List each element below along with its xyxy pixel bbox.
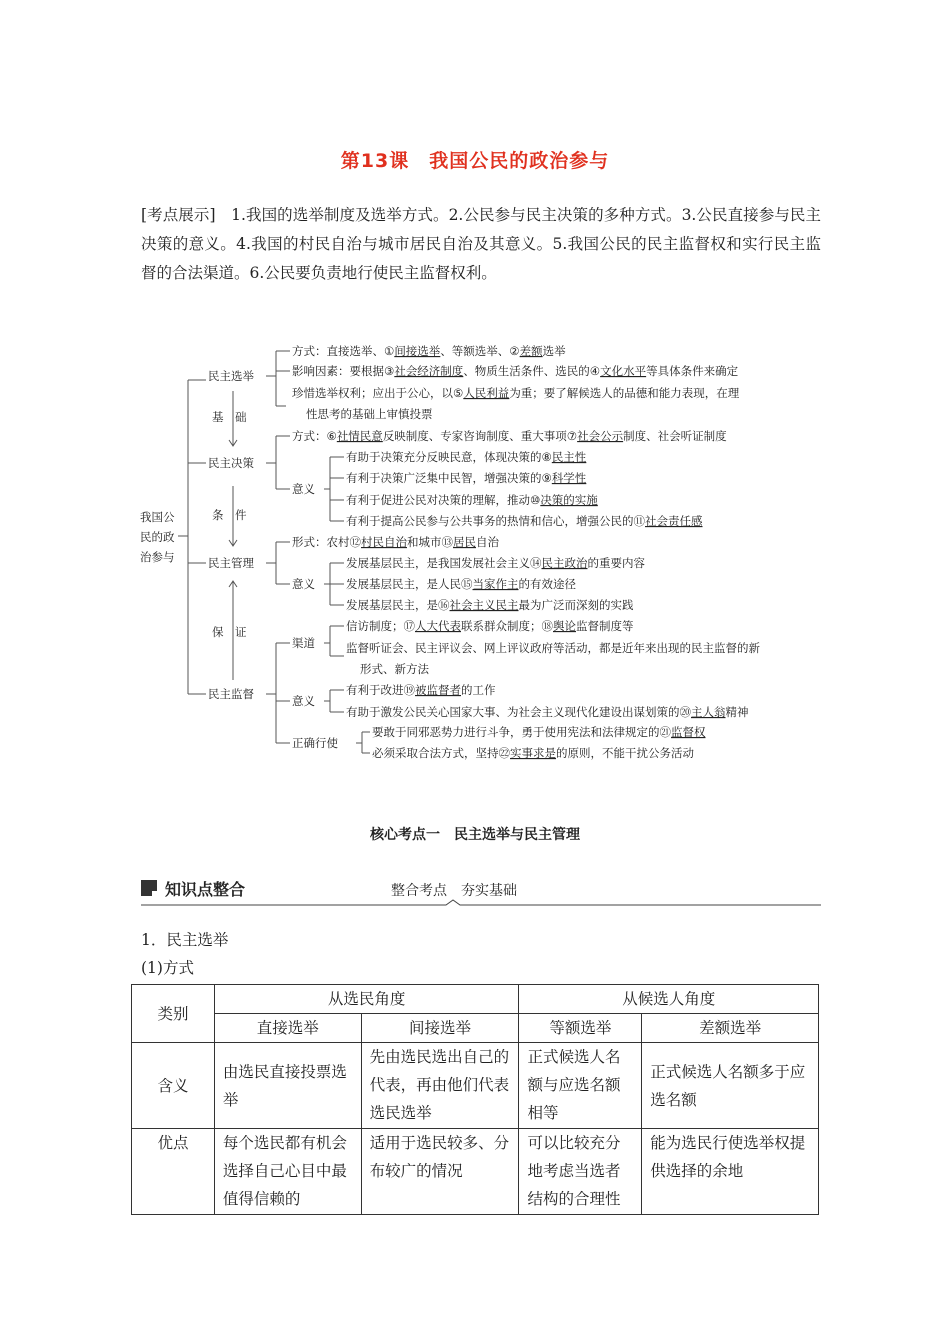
supervision-channel-3: 形式、新方法: [360, 662, 429, 676]
root-line-2: 民的政: [140, 530, 175, 544]
management-meaning-3: 发展基层民主，是⑯社会主义民主最为广泛而深刻的实践: [346, 598, 634, 612]
branch-decision: 民主决策: [208, 456, 254, 470]
cell-indirect-advantage: 适用于选民较多、分布较广的情况: [361, 1129, 519, 1215]
section-title: 核心考点一 民主选举与民主管理: [370, 827, 580, 843]
table-header-row: [132, 985, 819, 1014]
cell-indirect-meaning: 先由选民选出自己的代表，再由他们代表选民选举: [361, 1043, 519, 1129]
cell-direct-advantage: 每个选民都有机会选择自己心目中最值得信赖的: [214, 1129, 361, 1215]
supervision-correct-label: 正确行使: [292, 736, 338, 750]
cell-equal-meaning: 正式候选人名额与应选名额相等: [519, 1043, 642, 1129]
election-table: [131, 984, 819, 1215]
cell-direct-meaning: 由选民直接投票选举: [214, 1043, 361, 1129]
intro-paragraph: [考点展示] 1.我国的选举制度及选举方式。2.公民参与民主决策的多种方式。3.公民直接参与民主决策的意义。4.我国的村民自治与城市居民自治及其意义。5.我国公民的民主监督权和实行民主监督的合法渠道。6.公民要负责地行使民主监督权利。: [141, 206, 821, 282]
row-label-meaning: 含义: [132, 1043, 215, 1129]
th-diff: 差额选举: [642, 1014, 819, 1043]
decision-meaning-2: 有利于决策广泛集中民智，增强决策的⑨科学性: [346, 471, 587, 485]
knowledge-divider: [141, 876, 821, 906]
th-equal: 等额选举: [519, 1014, 642, 1043]
heading-method: (1)方式: [141, 959, 194, 977]
table-row: [132, 1129, 819, 1215]
election-method: 方式：直接选举、①间接选举、等额选举、②差额选举: [292, 344, 566, 358]
supervision-channel-1: 信访制度；⑰人大代表联系群众制度；⑱舆论监督制度等: [346, 619, 634, 633]
th-indirect: 间接选举: [361, 1014, 519, 1043]
cell-equal-advantage: 可以比较充分地考虑当选者结构的合理性: [519, 1129, 642, 1215]
election-cherish-cont: 性思考的基础上审慎投票: [306, 407, 433, 421]
table-subheader-row: [132, 1014, 819, 1043]
supervision-correct-1: 要敢于同邪恶势力进行斗争，勇于使用宪法和法律规定的㉑监督权: [372, 725, 706, 739]
supervision-meaning-1: 有利于改进⑲被监督者的工作: [346, 683, 496, 697]
knowledge-title: 知识点整合: [165, 880, 246, 899]
link-condition: 条 件: [212, 508, 247, 522]
page-title: 第13课 我国公民的政治参与: [340, 150, 610, 172]
decision-method: 方式：⑥社情民意反映制度、专家咨询制度、重大事项⑦社会公示制度、社会听证制度: [292, 429, 727, 443]
supervision-channel-label: 渠道: [292, 636, 315, 650]
heading-democratic-election: 1．民主选举: [141, 931, 229, 949]
th-type: 类别: [132, 985, 215, 1043]
th-voter: 从选民角度: [214, 985, 519, 1014]
knowledge-bar: [141, 876, 821, 906]
row-label-advantage: 优点: [132, 1129, 215, 1215]
cell-diff-meaning: 正式候选人名额多于应选名额: [642, 1043, 819, 1129]
decision-meaning-1: 有助于决策充分反映民意，体现决策的⑧民主性: [346, 450, 587, 464]
decision-meaning-4: 有利于提高公民参与公共事务的热情和信心，增强公民的⑪社会责任感: [346, 514, 703, 528]
cell-diff-advantage: 能为选民行使选举权提供选择的余地: [642, 1129, 819, 1215]
table-row: [132, 1043, 819, 1129]
management-meaning-label: 意义: [292, 577, 315, 591]
branch-election: 民主选举: [208, 369, 254, 383]
management-form: 形式：农村⑫村民自治和城市⑬居民自治: [292, 535, 499, 549]
supervision-meaning-2: 有助于激发公民关心国家大事、为社会主义现代化建设出谋划策的⑳主人翁精神: [346, 705, 749, 719]
supervision-correct-2: 必须采取合法方式，坚持㉒实事求是的原则，不能干扰公务活动: [372, 746, 694, 760]
branch-supervision: 民主监督: [208, 687, 254, 701]
knowledge-subtitle: 整合考点 夯实基础: [391, 883, 517, 899]
election-cherish: 珍惜选举权利；应出于公心，以⑤人民利益为重；要了解候选人的品德和能力表现，在理: [292, 386, 740, 400]
th-candidate: 从候选人角度: [519, 985, 819, 1014]
management-meaning-2: 发展基层民主，是人民⑮当家作主的有效途径: [346, 577, 576, 591]
branch-management: 民主管理: [208, 556, 254, 570]
link-foundation: 基 础: [212, 410, 247, 424]
th-direct: 直接选举: [214, 1014, 361, 1043]
root-line-1: 我国公: [140, 510, 175, 524]
supervision-channel-2: 监督听证会、民主评议会、网上评议政府等活动，都是近年来出现的民主监督的新: [346, 641, 760, 655]
concept-map: [130, 336, 850, 776]
decision-meaning-3: 有利于促进公民对决策的理解，推动⑩决策的实施: [346, 493, 598, 507]
management-meaning-1: 发展基层民主，是我国发展社会主义⑭民主政治的重要内容: [346, 556, 645, 570]
election-factors: 影响因素：要根据③社会经济制度、物质生活条件、选民的④文化水平等具体条件来确定: [292, 364, 739, 378]
supervision-meaning-label: 意义: [292, 694, 315, 708]
root-line-3: 治参与: [140, 550, 175, 564]
decision-meaning-label: 意义: [292, 482, 315, 496]
link-guarantee: 保 证: [212, 625, 247, 639]
